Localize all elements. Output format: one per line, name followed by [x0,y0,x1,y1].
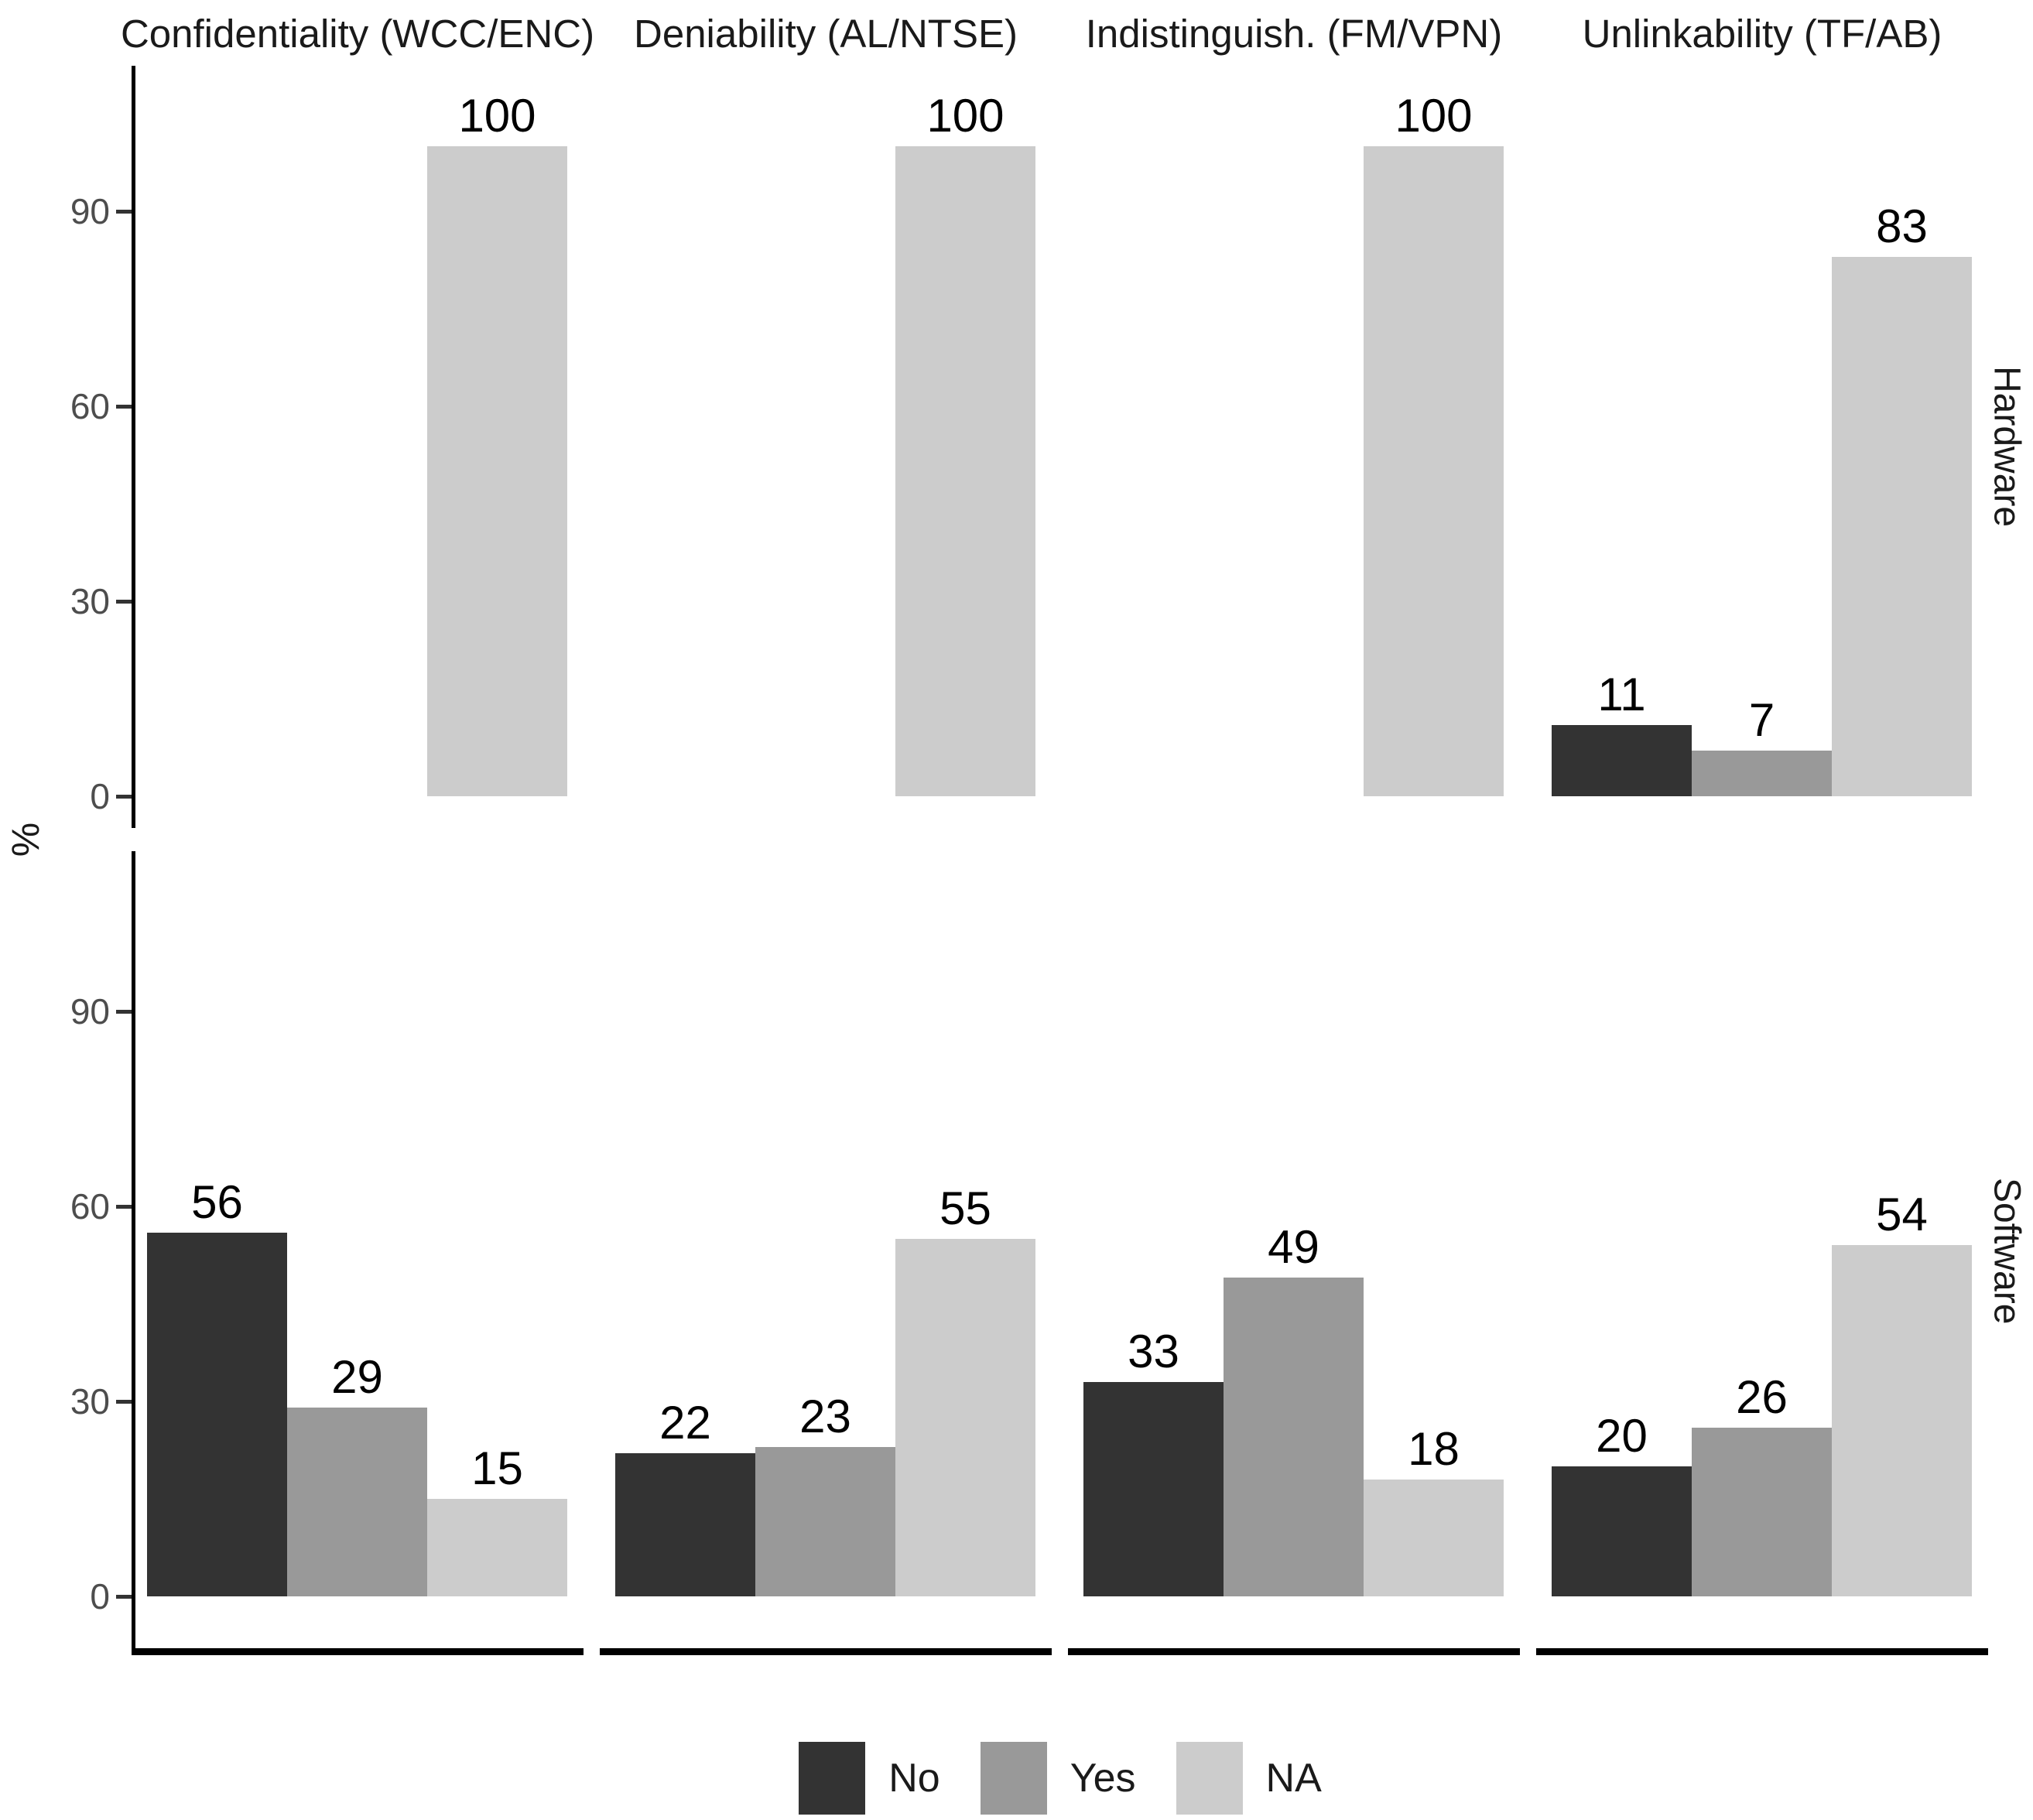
bar [1832,1245,1972,1596]
bar [1364,146,1504,796]
x-axis-line [600,1648,1052,1655]
chart-panel [134,66,581,828]
y-tick-mark [116,1010,132,1014]
bar-value-label: 26 [1736,1370,1788,1423]
bar [287,1408,427,1596]
legend-item [1176,1742,1322,1815]
chart-panel [1070,851,1518,1651]
bar-value-label: 15 [471,1442,523,1494]
y-tick-label: 30 [70,1381,110,1421]
y-axis-title: % [4,822,47,857]
bar [1832,257,1972,796]
bar-value-label: 83 [1876,200,1928,252]
legend-item [799,1742,939,1815]
chart-panel [602,851,1049,1651]
bar [427,146,567,796]
x-axis-line [1068,1648,1520,1655]
bar-value-label: 100 [1395,90,1473,142]
bar [755,1447,895,1596]
y-tick-label: 90 [70,991,110,1031]
x-axis-line [1536,1648,1988,1655]
facet-title: Deniability (AL/NTSE) [634,11,1018,56]
chart-panel [1538,851,1986,1651]
legend-label: Yes [1070,1756,1136,1801]
bar-value-label: 7 [1748,694,1775,747]
y-tick-label: 90 [70,191,110,231]
y-tick-mark [116,1205,132,1209]
bar-value-label: 22 [659,1397,711,1449]
bar-value-label: 20 [1596,1410,1648,1462]
bar [1692,1428,1832,1596]
bar-value-label: 55 [939,1182,991,1234]
y-tick-mark [116,1595,132,1599]
y-tick-label: 60 [70,386,110,426]
y-tick-mark [116,795,132,799]
row-strip-label: Hardware [1986,366,2028,528]
facet-title: Unlinkability (TF/AB) [1582,11,1942,56]
bar [895,146,1035,796]
y-tick-mark [116,1400,132,1404]
bar [1083,1382,1224,1596]
legend [134,1738,1987,1818]
x-axis-line [132,1648,584,1655]
y-tick-mark [116,600,132,604]
bar [427,1499,567,1596]
row-strip-label: Software [1986,1178,2028,1325]
bar [895,1239,1035,1596]
bar [1552,725,1692,796]
bar-value-label: 33 [1128,1325,1179,1377]
bar-value-label: 18 [1408,1422,1460,1475]
y-tick-label: 30 [70,581,110,621]
bar-value-label: 56 [191,1175,243,1228]
bar [1224,1278,1364,1596]
bar-value-label: 29 [331,1351,383,1404]
bar [1692,751,1832,796]
bar-value-label: 100 [926,90,1005,142]
legend-key-swatch [981,1742,1047,1815]
legend-label: No [888,1756,940,1801]
facet-title: Confidentiality (WCC/ENC) [120,11,595,56]
y-tick-label: 60 [70,1186,110,1226]
chart-panel [134,851,581,1651]
bar [1552,1466,1692,1596]
facet-title: Indistinguish. (FM/VPN) [1085,11,1503,56]
bar [147,1233,287,1596]
chart-panel [602,66,1049,828]
chart-panel [1538,66,1986,828]
y-tick-label: 0 [90,776,110,816]
bar [1364,1480,1504,1596]
bar-value-label: 49 [1268,1221,1319,1274]
legend-label: NA [1265,1756,1322,1801]
bar-value-label: 100 [458,90,536,142]
y-tick-label: 0 [90,1576,110,1616]
y-tick-mark [116,210,132,214]
bar-value-label: 23 [799,1390,851,1442]
bar-value-label: 54 [1876,1189,1928,1241]
legend-item [981,1742,1136,1815]
legend-key-swatch [1176,1742,1243,1815]
bar [615,1453,755,1596]
legend-key-swatch [799,1742,865,1815]
chart-panel [1070,66,1518,828]
y-tick-mark [116,405,132,409]
bar-value-label: 11 [1597,668,1646,720]
